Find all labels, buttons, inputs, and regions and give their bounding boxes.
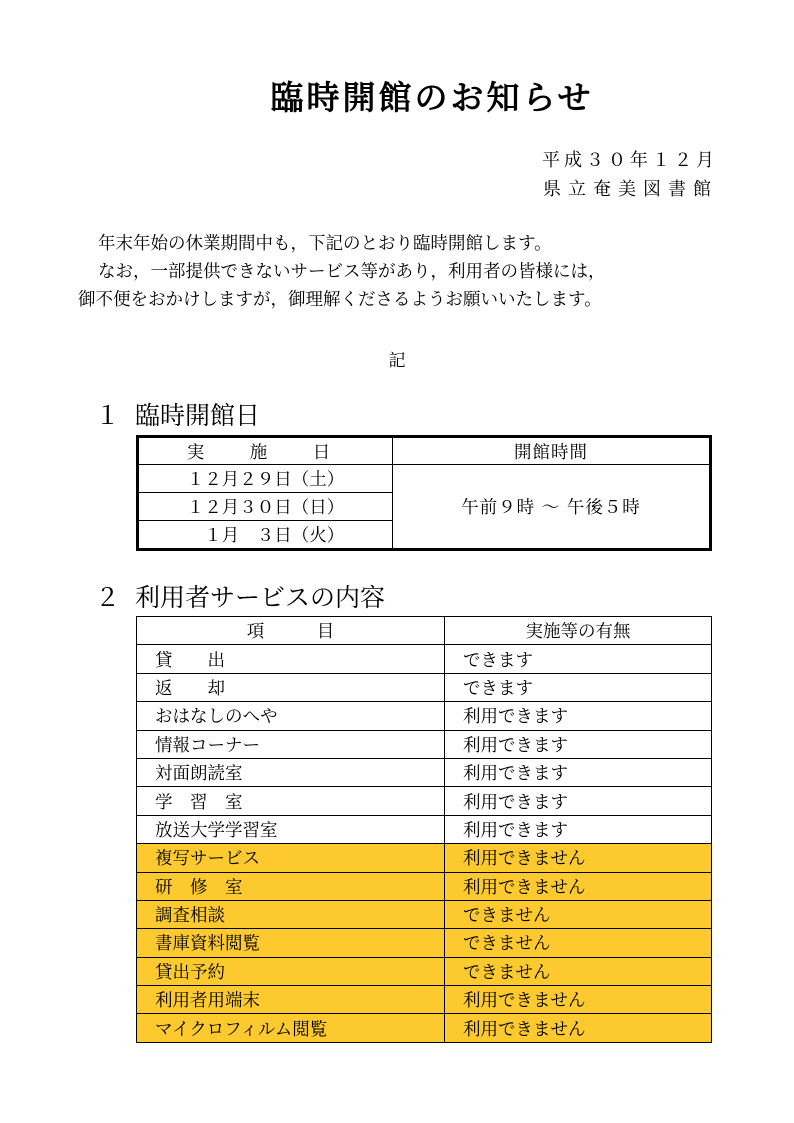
opening-day-3: １月 ３日（火） xyxy=(138,521,393,550)
opening-hours: 午前９時 ～ 午後５時 xyxy=(393,465,711,550)
table-row xyxy=(137,730,712,758)
service-status: 利用できます xyxy=(445,787,712,815)
table-row xyxy=(137,758,712,786)
service-item: マイクロフィルム閲覧 xyxy=(137,1014,445,1042)
section-1-number: １ xyxy=(95,401,121,430)
service-item: 情報コーナー xyxy=(137,730,445,758)
section-2-title: 利用者サービスの内容 xyxy=(135,583,386,612)
service-status: 利用できません xyxy=(445,872,712,900)
section-1-heading xyxy=(95,396,260,432)
table-row xyxy=(137,815,712,843)
organization-name: 県立奄美図書館 xyxy=(543,179,718,200)
services-table xyxy=(136,616,712,1043)
service-item: 貸 出 xyxy=(137,645,445,673)
service-item: 返 却 xyxy=(137,673,445,701)
service-status: 利用できます xyxy=(445,702,712,730)
table-row-unavailable xyxy=(137,844,712,872)
header-day: 実 施 日 xyxy=(138,437,393,465)
service-status: 利用できません xyxy=(445,1014,712,1042)
header-item: 項 目 xyxy=(137,617,445,645)
section-2-heading xyxy=(95,578,385,614)
table-row-unavailable xyxy=(137,872,712,900)
service-item: おはなしのへや xyxy=(137,702,445,730)
table-row xyxy=(137,645,712,673)
header-status: 実施等の有無 xyxy=(445,617,712,645)
service-item: 研 修 室 xyxy=(137,872,445,900)
service-status: 利用できます xyxy=(445,815,712,843)
table-row-unavailable xyxy=(137,957,712,985)
opening-day-1: １２月２９日（土） xyxy=(138,465,393,493)
table-row-unavailable xyxy=(137,929,712,957)
intro-text xyxy=(78,230,738,314)
issue-date: 平成３０年１２月 xyxy=(542,150,718,171)
service-status: 利用できません xyxy=(445,844,712,872)
service-status: できません xyxy=(445,929,712,957)
service-item: 貸出予約 xyxy=(137,957,445,985)
service-item: 利用者用端末 xyxy=(137,986,445,1014)
ki-marker: 記 xyxy=(388,351,406,371)
section-2-number: ２ xyxy=(95,583,121,612)
table-row xyxy=(137,787,712,815)
service-status: 利用できます xyxy=(445,730,712,758)
opening-days-table xyxy=(136,435,712,551)
service-status: できません xyxy=(445,957,712,985)
service-status: 利用できません xyxy=(445,986,712,1014)
service-status: できます xyxy=(445,645,712,673)
table-row xyxy=(137,702,712,730)
section-1-title: 臨時開館日 xyxy=(135,401,261,430)
table-row-unavailable xyxy=(137,900,712,928)
intro-line-3: 御不便をおかけしますが，御理解くださるようお願いいたします。 xyxy=(78,290,602,310)
page-title: 臨時開館のお知らせ xyxy=(270,78,594,117)
service-item: 書庫資料閲覧 xyxy=(137,929,445,957)
service-status: 利用できます xyxy=(445,758,712,786)
opening-day-2: １２月３０日（日） xyxy=(138,493,393,521)
service-status: できます xyxy=(445,673,712,701)
intro-line-2: なお，一部提供できないサービス等があり，利用者の皆様には， xyxy=(98,262,606,282)
service-item: 対面朗読室 xyxy=(137,758,445,786)
table-row-unavailable xyxy=(137,1014,712,1042)
service-item: 複写サービス xyxy=(137,844,445,872)
service-item: 放送大学学習室 xyxy=(137,815,445,843)
intro-line-1: 年末年始の休業期間中も，下記のとおり臨時開館します。 xyxy=(98,234,552,254)
table-row xyxy=(137,673,712,701)
service-item: 調査相談 xyxy=(137,900,445,928)
service-status: できません xyxy=(445,900,712,928)
table-row-unavailable xyxy=(137,986,712,1014)
service-item: 学 習 室 xyxy=(137,787,445,815)
header-time: 開館時間 xyxy=(393,437,711,465)
